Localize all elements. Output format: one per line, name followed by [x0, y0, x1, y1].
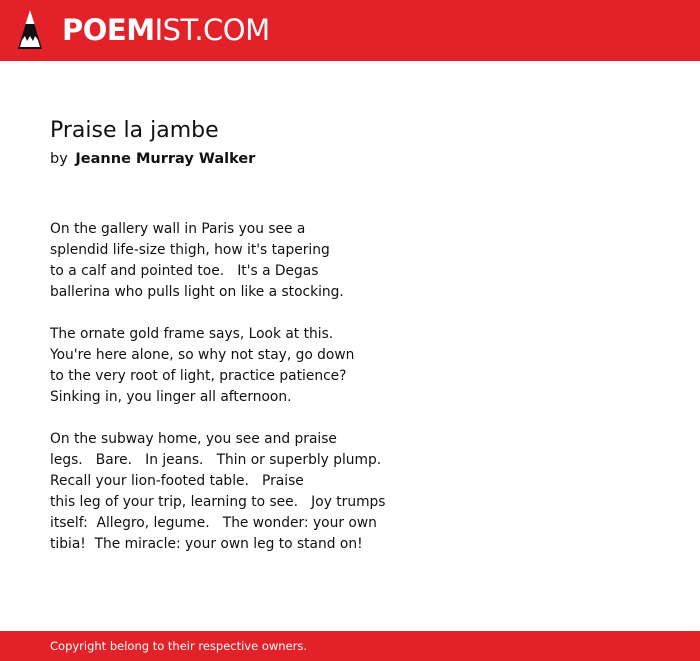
poem-line: legs. Bare. In jeans. Thin or superbly plump.	[50, 452, 382, 468]
logo-bold-part: POEM	[62, 13, 155, 47]
site-logo-wordmark[interactable]	[62, 14, 270, 46]
poem-line: to the very root of light, practice patience?	[50, 368, 347, 384]
by-label: by	[50, 151, 68, 167]
pencil-tip-icon[interactable]	[17, 9, 43, 51]
poem-line: Sinking in, you linger all afternoon.	[50, 389, 292, 405]
byline	[50, 149, 255, 169]
poem-line: On the subway home, you see and praise	[50, 431, 337, 447]
poem-body	[50, 219, 650, 576]
site-header	[0, 0, 700, 61]
poem-line: The ornate gold frame says, Look at this.	[50, 326, 334, 342]
copyright-notice: Copyright belong to their respective owners.	[50, 639, 308, 653]
poem-line: to a calf and pointed toe. It's a Degas	[50, 263, 319, 279]
stanza	[50, 219, 650, 303]
site-footer	[0, 631, 700, 661]
poem-line: itself: Allegro, legume. The wonder: your own	[50, 515, 377, 531]
author-name[interactable]: Jeanne Murray Walker	[75, 151, 256, 167]
poem-title: Praise la jambe	[50, 118, 219, 143]
stanza	[50, 324, 650, 408]
poem-line: ballerina who pulls light on like a stocking.	[50, 284, 344, 300]
stanza	[50, 429, 650, 555]
poem-line: Recall your lion-footed table. Praise	[50, 473, 304, 489]
poem-line: tibia! The miracle: your own leg to stand on!	[50, 536, 363, 552]
poem-line: splendid life-size thigh, how it's tapering	[50, 242, 330, 258]
poem-line: this leg of your trip, learning to see. Joy trumps	[50, 494, 386, 510]
poem-line: You're here alone, so why not stay, go down	[50, 347, 355, 363]
poem-line: On the gallery wall in Paris you see a	[50, 221, 306, 237]
logo-light-part: IST.COM	[154, 13, 270, 47]
